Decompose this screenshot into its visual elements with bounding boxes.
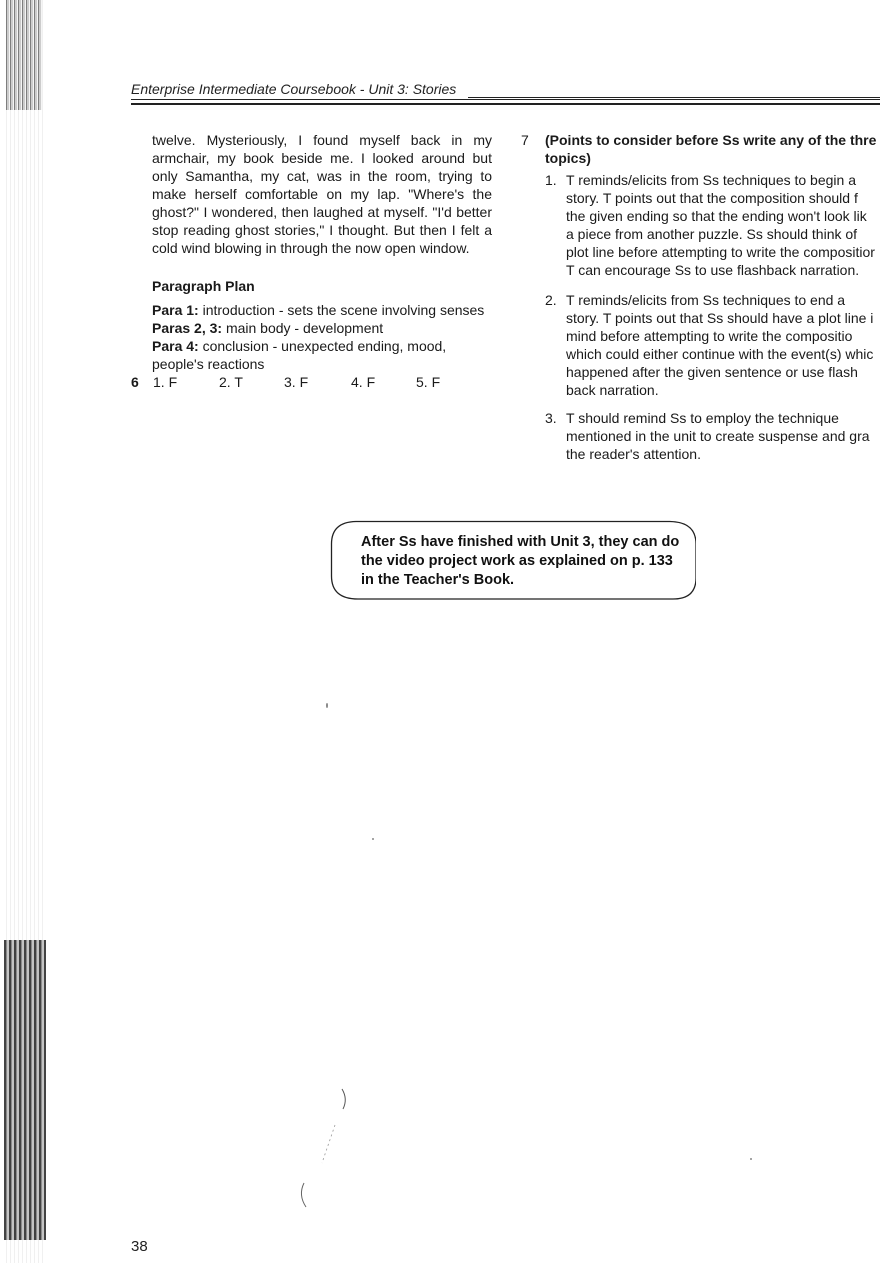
scan-pencil-mark [290,1085,360,1215]
point-line: T reminds/elicits from Ss techniques to end a [566,292,846,308]
point-line: happened after the given sentence or use flash [566,364,858,380]
point-number: 2. [545,292,557,308]
plan-item-label: Para 1: [152,302,199,318]
exercise-number: 7 [521,132,529,148]
point-item [545,171,893,279]
exercise-number: 6 [131,374,139,390]
answer-item: 2. T [219,374,243,390]
plan-item-label: Para 4: [152,338,199,354]
answer-item: 1. F [153,374,178,390]
answer-item: 5. F [416,374,441,390]
page-number: 38 [131,1238,148,1255]
point-number: 3. [545,410,557,426]
point-line: plot line before attempting to write the compositior [566,244,875,260]
point-item [545,291,893,399]
scan-speck [326,703,328,708]
right-column [521,131,893,471]
point-number: 1. [545,172,557,188]
callout-line: in the Teacher's Book. [361,572,515,588]
scan-speck [372,838,374,840]
plan-item-text: conclusion - unexpected ending, mood, people's reactions [152,338,447,372]
point-item [545,409,893,463]
story-paragraph: twelve. Mysteriously, I found myself back in my armchair, my book beside me. I looked around but only Samantha, my cat, was in the room, trying to make herself comfortable on my lap. "Where's the ghost?" I wondered, then laughed at myself. "I'd better stop reading ghost stories," I thought. But then I felt a cold wind blowing in through the now open window. [152,132,492,256]
point-text [566,171,875,279]
point-line: mentioned in the unit to create suspense and gra [566,428,870,444]
point-line: story. T points out that Ss should have a plot line i [566,310,874,326]
callout-line: the video project work as explained on p. 133 [361,553,673,569]
point-line: story. T points out that the composition should f [566,190,858,206]
scan-edge-artifact [0,0,50,1263]
header-rule-thick [131,103,880,105]
point-line: mind before attempting to write the compositio [566,328,853,344]
point-line: T should remind Ss to employ the technique [566,410,839,426]
point-line: which could either continue with the event(s) whic [566,346,874,362]
header-rule [468,97,880,98]
plan-item-text: main body - development [222,320,384,336]
answer-item: 4. F [351,374,376,390]
scan-speck [750,1158,752,1160]
callout-text [361,533,691,590]
title-line: topics) [545,150,591,166]
plan-item-text: introduction - sets the scene involving senses [198,302,485,318]
point-text [566,291,873,399]
exercise-7-title [545,131,893,167]
video-project-callout [330,520,696,600]
plan-item-label: Paras 2, 3: [152,320,223,336]
plan-item [152,319,492,337]
running-header: Enterprise Intermediate Coursebook - Unit 3: Stories [131,81,457,97]
point-line: the given ending so that the ending won't look lik [566,208,867,224]
plan-item [152,301,492,319]
header-rule [131,99,880,100]
plan-item [152,337,492,373]
answer-item: 3. F [284,374,309,390]
point-line: back narration. [566,382,659,398]
title-line: (Points to consider before Ss write any of the thre [545,132,877,148]
callout-line: After Ss have finished with Unit 3, they can do [361,534,680,550]
point-line: T can encourage Ss to use flashback narration. [566,262,860,278]
left-column [152,131,492,373]
point-line: the reader's attention. [566,446,701,462]
paragraph-plan-heading: Paragraph Plan [152,278,255,294]
point-text [566,409,870,463]
point-line: a piece from another puzzle. Ss should think of [566,226,858,242]
point-line: T reminds/elicits from Ss techniques to begin a [566,172,856,188]
